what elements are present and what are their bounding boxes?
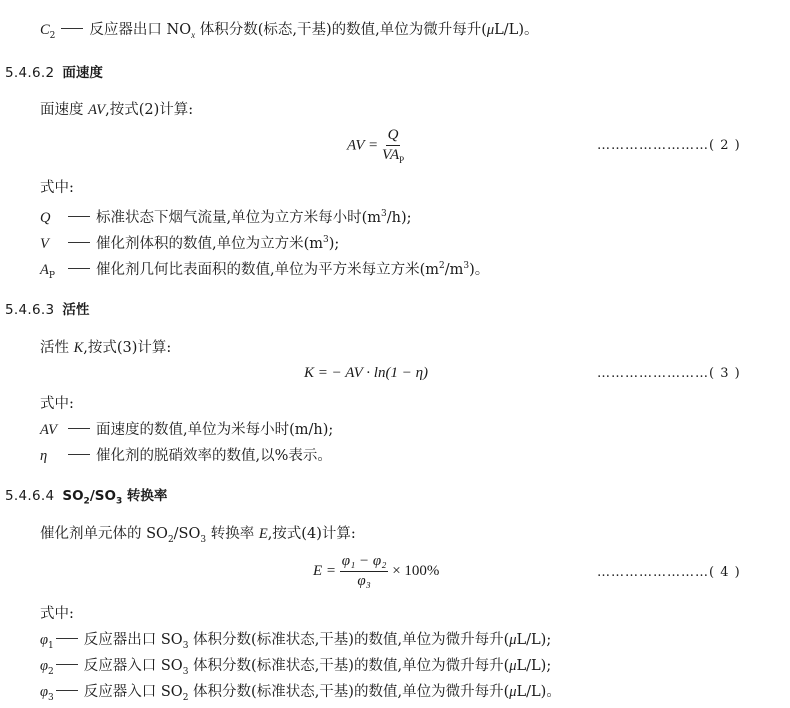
equation-lhs: AV = <box>347 137 379 154</box>
symbol: φ <box>40 684 49 700</box>
subscript: 3 <box>182 666 189 677</box>
text: ,按式(3)计算: <box>83 340 172 356</box>
text: 反应器出口 NO <box>89 22 192 38</box>
equation-3: K = − AV · ln(1 − η) <box>304 365 429 381</box>
subscript: P <box>399 155 405 165</box>
subscript: 2 <box>48 666 54 677</box>
title-part: 转换率 <box>122 488 168 504</box>
dash <box>68 454 90 455</box>
text: 体积分数(标准状态,干基)的数值,单位为微升每升( <box>188 658 510 674</box>
text: 体积分数(标准状态,干基)的数值,单位为微升每升( <box>188 632 510 648</box>
subscript: 2 <box>49 30 56 41</box>
definition-av <box>40 420 333 440</box>
dash <box>56 638 78 639</box>
subscript: P <box>48 270 55 281</box>
activity-intro <box>40 338 171 358</box>
definition-v <box>40 230 339 254</box>
equation-2 <box>347 127 404 165</box>
title-part: /SO <box>89 488 116 504</box>
section-heading-activity <box>5 300 89 320</box>
face-velocity-intro <box>40 100 193 120</box>
text: 标准状态下烟气流量,单位为立方米每小时(m <box>96 209 382 226</box>
subscript: 3 <box>115 496 123 507</box>
definition-q <box>40 204 412 228</box>
dash <box>68 428 90 429</box>
definition-phi2 <box>40 656 551 682</box>
where-label: 式中: <box>40 396 74 412</box>
subscript: x <box>191 29 196 40</box>
text: 活性 <box>40 340 74 356</box>
superscript: 3 <box>463 261 470 271</box>
equation-fraction <box>382 127 404 165</box>
subscript: 2 <box>167 534 174 545</box>
variable: K <box>73 340 84 356</box>
text: ,按式(2)计算: <box>105 102 194 118</box>
text: 面速度的数值,单位为米每小时(m/h); <box>96 422 334 438</box>
superscript: 3 <box>323 235 329 245</box>
subscript: 2 <box>182 692 189 703</box>
text: 催化剂单元体的 SO <box>40 526 168 542</box>
section-title: 面速度 <box>62 65 103 81</box>
symbol: C <box>40 22 50 38</box>
section-heading-conversion <box>5 486 167 512</box>
title-part: SO <box>62 488 84 504</box>
equation-number-4: ……………………( 4 ) <box>597 565 741 580</box>
definition-phi1 <box>40 630 551 656</box>
section-heading-face-velocity <box>5 63 103 83</box>
text: L/L)。 <box>516 684 561 700</box>
denominator-text: VA <box>381 147 400 163</box>
where-label: 式中: <box>40 180 74 196</box>
equation-lhs: E = <box>313 562 337 579</box>
dash <box>68 268 90 269</box>
definition-ap <box>40 256 489 286</box>
text: 催化剂几何比表面积的数值,单位为平方米每立方米(m <box>96 261 440 278</box>
section-number: 5.4.6.3 <box>5 302 55 318</box>
text: 转换率 <box>206 526 259 542</box>
denominator: φ₃ <box>357 573 371 589</box>
text: 面速度 <box>40 102 89 118</box>
superscript: 2 <box>439 261 445 271</box>
text: /SO <box>173 526 201 542</box>
dash <box>56 664 78 665</box>
dash <box>68 242 90 243</box>
symbol <box>40 260 62 286</box>
text: 反应器入口 SO <box>83 658 183 674</box>
dash <box>61 28 83 29</box>
symbol: Q <box>40 209 51 226</box>
equation-number-3: ……………………( 3 ) <box>597 366 741 381</box>
text: 反应器出口 SO <box>83 632 183 648</box>
numerator: φ₁ − φ₂ <box>340 553 389 572</box>
text: ); <box>328 235 340 252</box>
where-label: 式中: <box>40 606 74 622</box>
subscript: 3 <box>48 692 54 703</box>
superscript: 3 <box>381 209 387 219</box>
numerator: Q <box>386 127 401 146</box>
symbol: φ <box>40 632 49 648</box>
text: 体积分数(标态,干基)的数值,单位为微升每升( <box>195 22 487 38</box>
equation-4 <box>313 553 439 590</box>
mu-symbol: μ <box>486 22 495 38</box>
definition-phi3 <box>40 682 561 708</box>
symbol-base: A <box>40 261 49 278</box>
equation-fraction <box>340 553 389 590</box>
text: /m <box>444 261 464 278</box>
conversion-intro <box>40 524 356 550</box>
symbol: φ <box>40 658 49 674</box>
symbol: AV <box>40 422 57 438</box>
section-number: 5.4.6.4 <box>5 488 55 504</box>
subscript: 3 <box>200 534 207 545</box>
mu-symbol: μ <box>509 632 517 648</box>
subscript: 3 <box>182 640 189 651</box>
dash <box>56 690 78 691</box>
section-title: 活性 <box>62 302 90 318</box>
variable: AV <box>88 102 106 118</box>
text: L/L); <box>516 658 552 674</box>
variable: E <box>258 526 268 542</box>
subscript: 1 <box>48 640 54 651</box>
definition-c2 <box>40 20 538 46</box>
text: ,按式(4)计算: <box>267 526 356 542</box>
dash <box>68 216 90 217</box>
text: 反应器入口 SO <box>83 684 183 700</box>
denominator <box>382 146 404 165</box>
text: /h); <box>386 209 412 226</box>
symbol: V <box>40 235 49 252</box>
equation-rhs: × 100% <box>392 562 440 579</box>
text: 体积分数(标准状态,干基)的数值,单位为微升每升( <box>188 684 510 700</box>
text: 催化剂体积的数值,单位为立方米(m <box>96 235 324 252</box>
text: L/L)。 <box>494 22 539 38</box>
section-title <box>62 488 168 507</box>
text: L/L); <box>516 632 552 648</box>
text: 催化剂的脱硝效率的数值,以%表示。 <box>96 448 332 464</box>
mu-symbol: μ <box>509 684 517 700</box>
subscript: 2 <box>83 496 90 507</box>
symbol: η <box>40 448 48 464</box>
text: )。 <box>469 261 490 278</box>
section-number: 5.4.6.2 <box>5 65 55 81</box>
definition-eta <box>40 446 332 466</box>
mu-symbol: μ <box>509 658 517 674</box>
equation-number-2: ……………………( 2 ) <box>597 138 741 153</box>
